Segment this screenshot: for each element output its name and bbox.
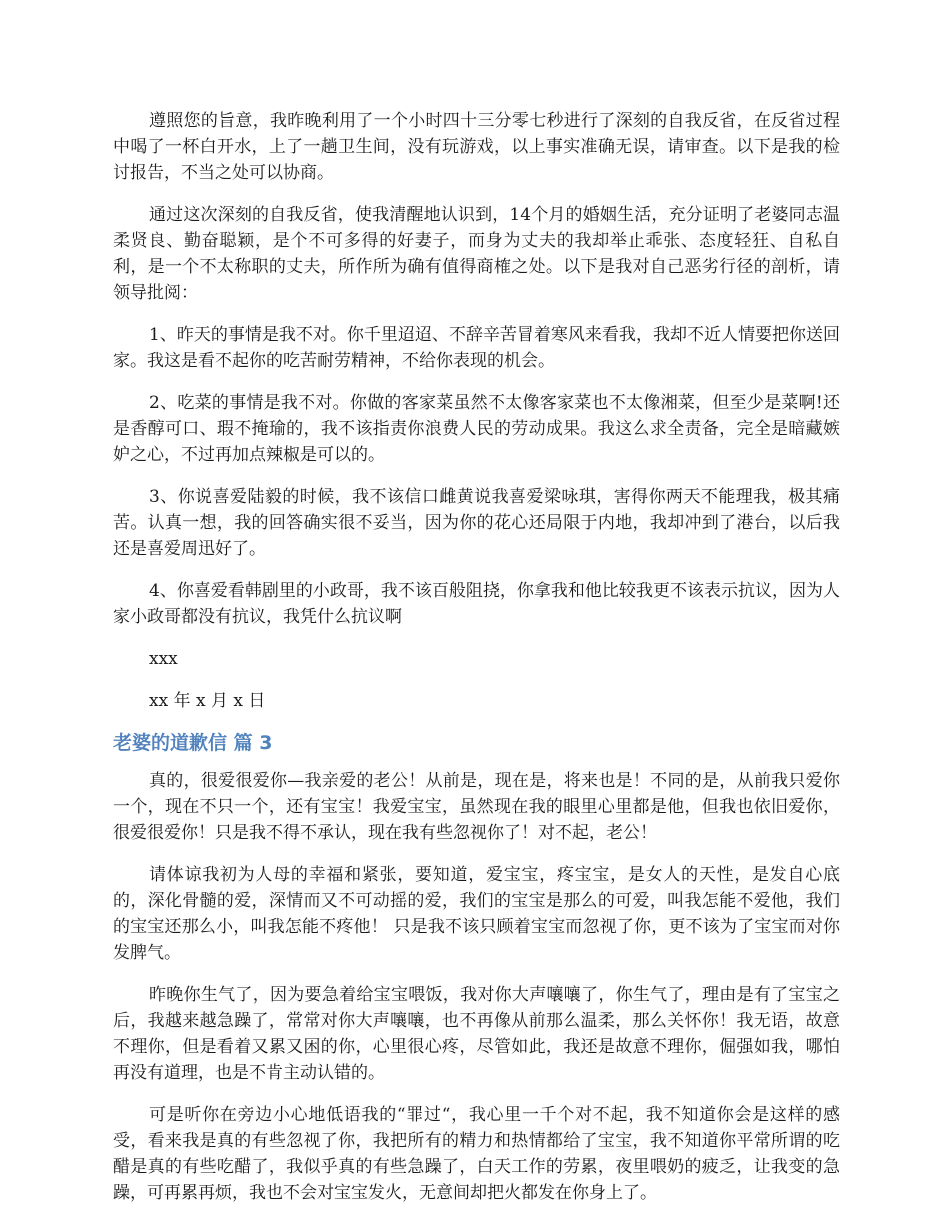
list-item-paragraph: 1、昨天的事情是我不对。你千里迢迢、不辞辛苦冒着寒风来看我，我却不近人情要把你送回家。我这是看不起你的吃苦耐劳精神，不给你表现的机会。 — [113, 325, 840, 371]
paragraph: 通过这次深刻的自我反省，使我清醒地认识到，14个月的婚姻生活，充分证明了老婆同志温柔贤良、勤奋聪颖，是个不可多得的好妻子，而身为丈夫的我却举止乖张、态度轻狂、自私自利，是一个不太称职的丈夫，所作所为确有值得商榷之处。以下是我对自己恶劣行径的剖析，请领导批阅： — [113, 205, 840, 303]
paragraph: 昨晚你生气了，因为要急着给宝宝喂饭，我对你大声嚷嚷了，你生气了，理由是有了宝宝之后，我越来越急躁了，常常对你大声嚷嚷，也不再像从前那么温柔，那么关怀你！我无语，故意不理你，但是看着又累又困的你，心里很心疼，尽管如此，我还是故意不理你，倔强如我，哪怕再没有道理，也是不肯主动认错的。 — [113, 985, 840, 1083]
list-item-paragraph: 4、你喜爱看韩剧里的小政哥，我不该百般阻挠，你拿我和他比较我更不该表示抗议，因为人家小政哥都没有抗议，我凭什么抗议啊 — [113, 581, 840, 627]
paragraph: 请体谅我初为人母的幸福和紧张，要知道，爱宝宝，疼宝宝，是女人的天性，是发自心底的，深化骨髓的爱，深情而又不可动摇的爱，我们的宝宝是那么的可爱，叫我怎能不爱他，我们的宝宝还那么小，叫我怎能不疼他！ 只是我不该只顾着宝宝而忽视了你，更不该为了宝宝而对你发脾气。 — [113, 865, 840, 963]
section-heading: 老婆的道歉信 篇 3 — [113, 732, 273, 754]
list-item-paragraph: 3、你说喜爱陆毅的时候，我不该信口雌黄说我喜爱梁咏琪，害得你两天不能理我，极其痛苦。认真一想，我的回答确实很不妥当，因为你的花心还局限于内地，我却冲到了港台，以后我还是喜爱周迅好了。 — [113, 487, 840, 559]
paragraph: 可是听你在旁边小心地低语我的“罪过“，我心里一千个对不起，我不知道你会是这样的感受，看来我是真的有些忽视了你，我把所有的精力和热情都给了宝宝，我不知道你平常所谓的吃醋是真的有些吃醋了，我似乎真的有些急躁了，白天工作的劳累，夜里喂奶的疲乏，让我变的急躁，可再累再烦，我也不会对宝宝发火，无意间却把火都发在你身上了。 — [113, 1105, 840, 1203]
signature-date: xx 年 x 月 x 日 — [149, 691, 266, 711]
list-item-paragraph: 2、吃菜的事情是我不对。你做的客家菜虽然不太像客家菜也不太像湘菜，但至少是菜啊!还是香醇可口、瑕不掩瑜的，我不该指责你浪费人民的劳动成果。我这么求全责备，完全是暗藏嫉妒之心，不过再加点辣椒是可以的。 — [113, 393, 840, 465]
document-page — [113, 108, 840, 1222]
signature: xxx — [149, 649, 178, 669]
paragraph: 遵照您的旨意，我昨晚利用了一个小时四十三分零七秒进行了深刻的自我反省，在反省过程中喝了一杯白开水，上了一趟卫生间，没有玩游戏，以上事实准确无误，请审查。以下是我的检讨报告，不当之处可以协商。 — [113, 111, 840, 183]
paragraph: 真的，很爱很爱你—我亲爱的老公！从前是，现在是，将来也是！不同的是，从前我只爱你一个，现在不只一个，还有宝宝！我爱宝宝，虽然现在我的眼里心里都是他，但我也依旧爱你，很爱很爱你！只是我不得不承认，现在我有些忽视你了！对不起，老公！ — [113, 771, 840, 843]
